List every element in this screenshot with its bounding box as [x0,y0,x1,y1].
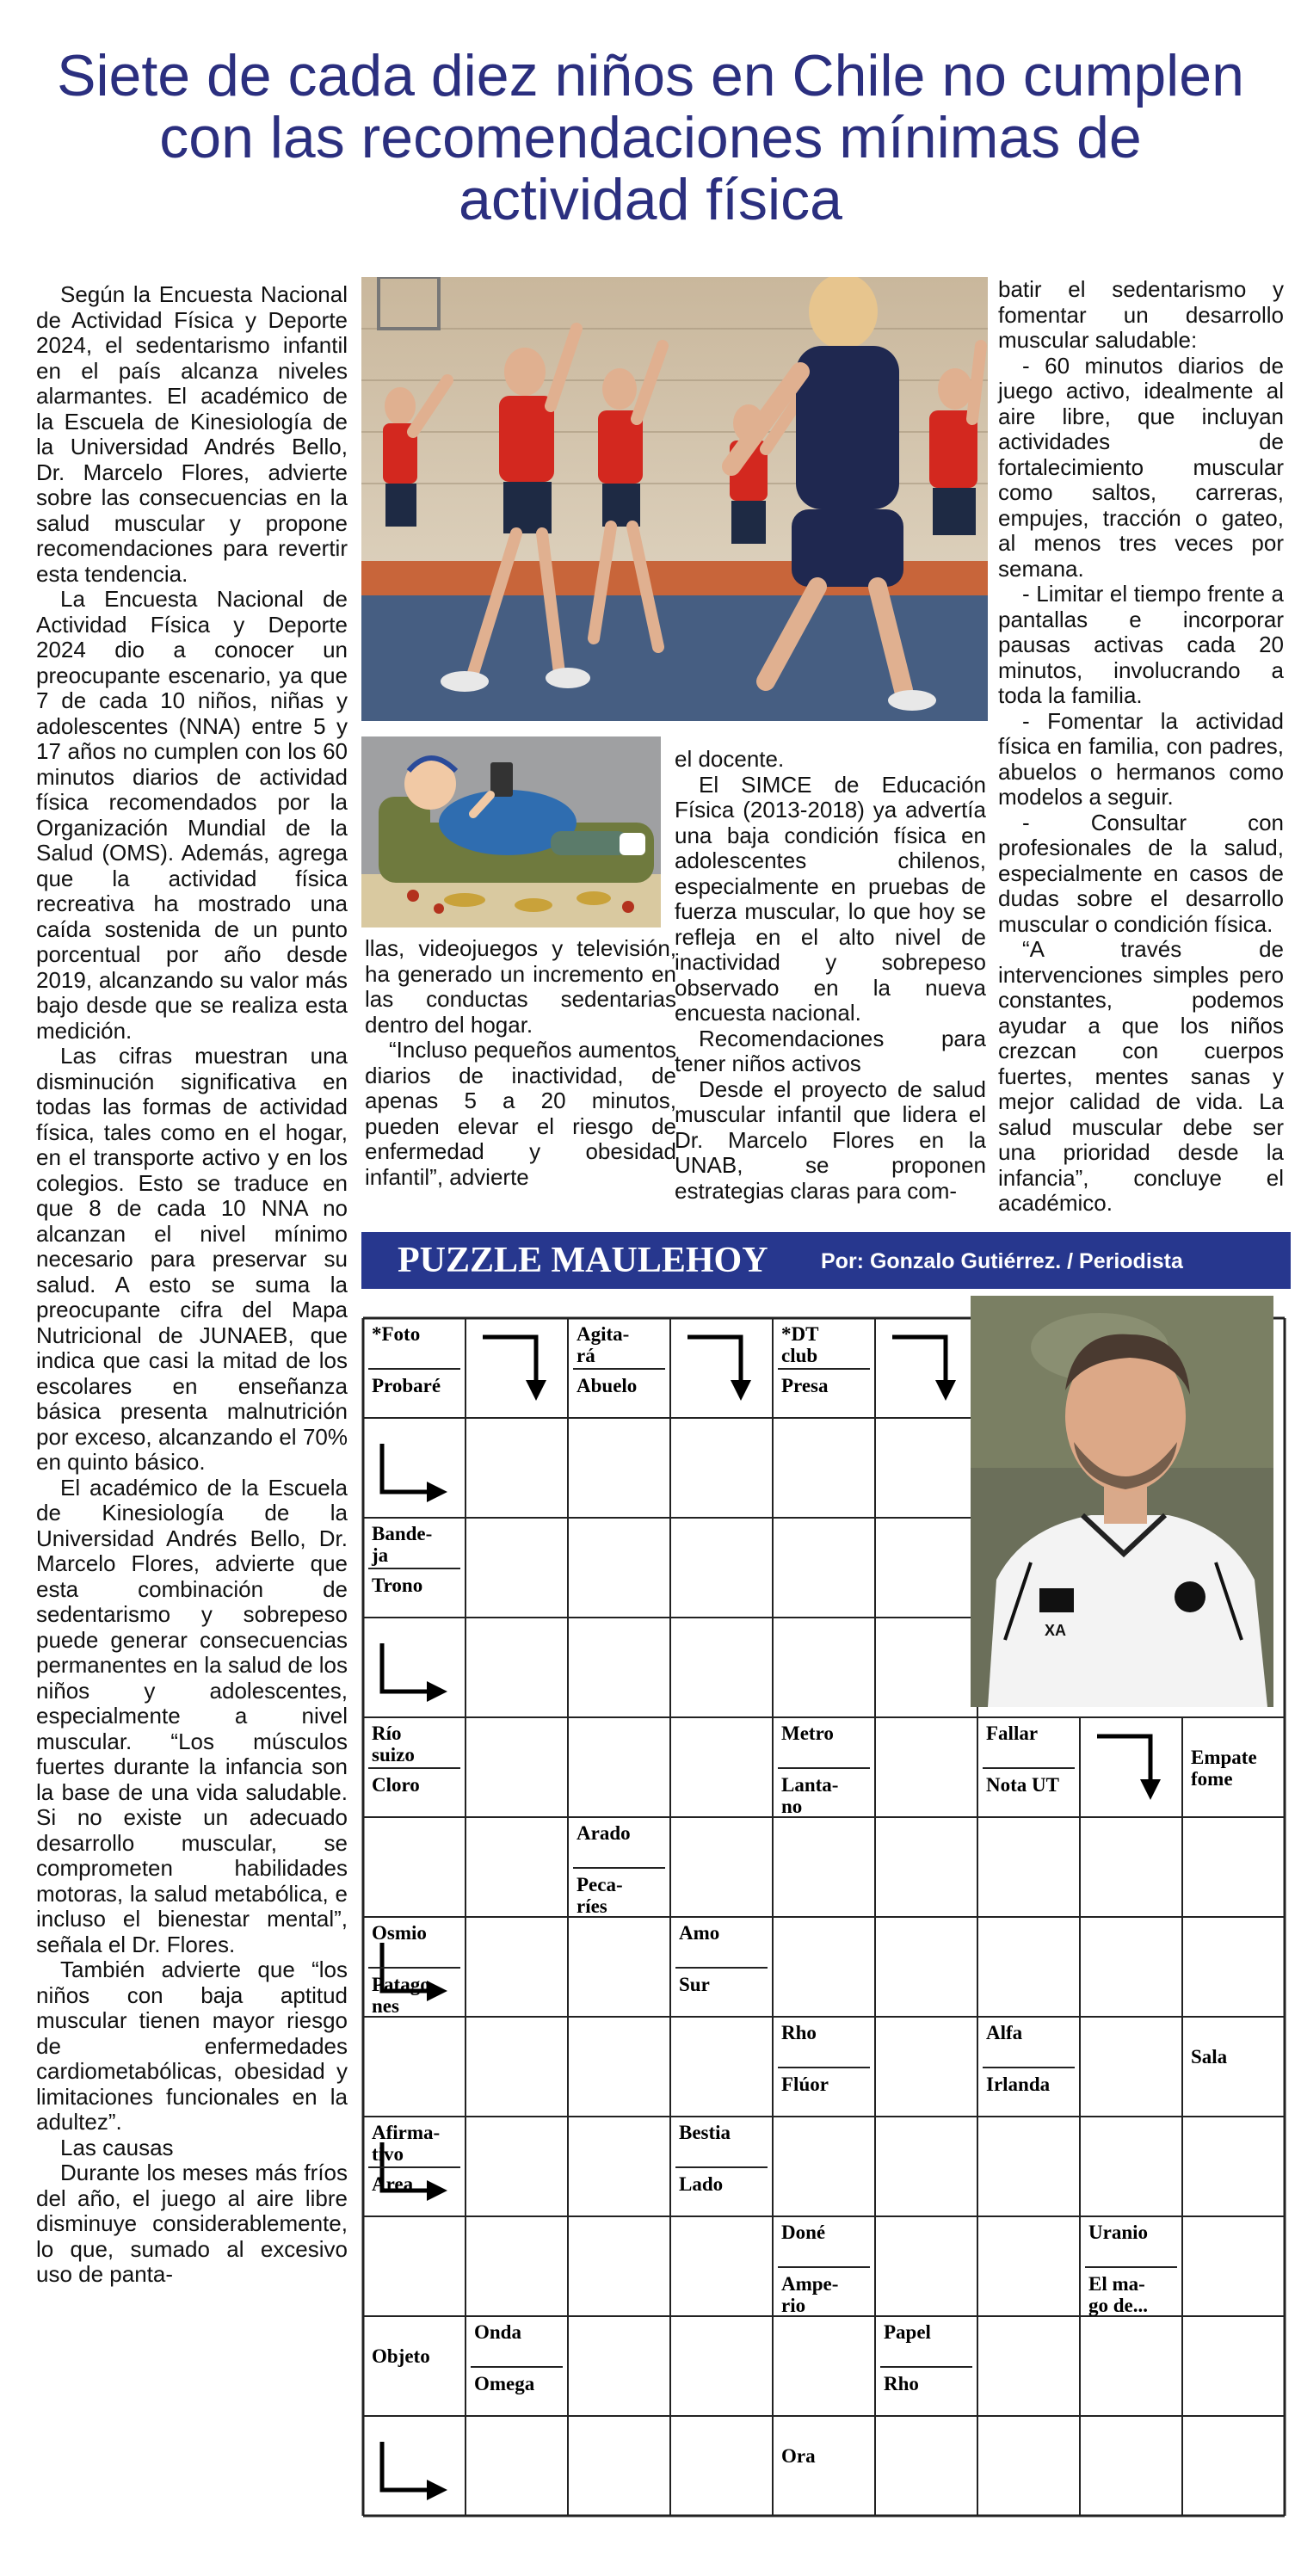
crossword-clue: Amo [679,1922,720,1944]
crossword-clue: Arado [577,1822,631,1844]
crossword-clue: Empate fome [1191,1747,1257,1790]
crossword-clue: Afirma- tivo [372,2122,441,2165]
crossword-clue: Area [372,2173,414,2195]
crossword-clue: Osmio [372,1922,427,1944]
crossword-clue: Río suizo [372,1722,415,1766]
svg-text:XA: XA [1045,1622,1067,1639]
paragraph: La Encuesta Nacional de Actividad Física y Deporte 2024 dio a conocer un preocupante escenario, ya que 7 de cada 10 niños, niñas y adolescentes (NNA) entre 5 y 17 años no cumplen con los 60 minutos diarios de actividad física recomendados por la Organización Mundial de la Salud (OMS). Además, agrega que la actividad física recreativa ha mostrado una caída sostenida de un punto porcentual por año desde 2019, alcanzando su valor más bajo desde que se realiza esta medición. [36,586,348,1044]
list-item: - Consultar con profesionales de la salud, especialmente en casos de dudas sobre el desarrollo muscular o condición física. [998,809,1284,937]
crossword-clue: Ampe- rio [781,2273,839,2316]
arrow-down-icon [526,1380,546,1401]
clue-divider [573,1867,665,1869]
arrow-right-icon [382,1444,430,1492]
arrow-right-icon [427,2480,447,2500]
crossword-clue: Irlanda [986,2074,1051,2095]
article-title: Siete de cada diez niños en Chile no cumplen con las recomendaciones mínimas de actividad física [57,43,1244,232]
paragraph: El SIMCE de Educación Física (2013-2018) ya advertía una baja condición física en adolescentes chilenos, especialmente en pruebas de fuerza muscular, lo que hoy se refleja en el alto nivel de inactividad y sobrepeso observado en la nueva encuesta nacional. [675,771,986,1026]
puzzle-byline: Por: Gonzalo Gutiérrez. / Periodista [821,1249,1183,1273]
list-item: - 60 minutos diarios de juego activo, idealmente al aire libre, que incluyan actividades de fortalecimiento muscular como saltos, carreras, empujes, tracción o gateo, al menos tres veces por semana. [998,352,1284,582]
clue-divider [573,1368,665,1370]
crossword-clue: Objeto [372,2345,430,2367]
crossword-clue: Flúor [781,2074,829,2095]
crossword-clue: Trono [372,1575,423,1596]
clue-divider [778,2067,870,2068]
clue-divider [675,2166,768,2168]
list-item: - Fomentar la actividad física en familia, con padres, abuelos o hermanos como modelos a seguir. [998,707,1284,810]
crossword-clue: Rho [884,2373,919,2394]
clue-divider [983,2067,1075,2068]
clue-divider [778,2266,870,2268]
crossword-clue: Sur [679,1974,710,1995]
crossword-clue: Cloro [372,1774,420,1796]
crossword-clue: Ora [781,2445,816,2467]
paragraph: batir el sedentarismo y fomentar un desarrollo muscular saludable: [998,276,1284,353]
crossword-clue: Metro [781,1722,834,1744]
puzzle-title: PUZZLE MAULEHOY [398,1241,768,1280]
subheading: Recomendaciones para tener niños activos [675,1025,986,1076]
crossword-clue: Lanta- no [781,1774,839,1817]
arrow-down-icon [731,1380,751,1401]
clue-divider [368,2166,460,2168]
arrow-right-icon [427,1482,447,1502]
paragraph: El académico de la Escuela de Kinesiología de la Universidad Andrés Bello, Dr. Marcelo Flores, advierte que esta combinación de sedentarismo y sobrepeso puede generar consecuencias permanentes en la salud de los niños y adolescentes, especialmente a nivel muscular. “Los músculos fuertes durante la infancia son la base de una vida saludable. Si no existe un adecuado desarrollo muscular, se comprometen habilidades motoras, la salud metabólica, e incluso el bienestar mental”, señala el Dr. Flores. [36,1474,348,1957]
coach-photo [971,1296,1273,1707]
crossword-clue: Doné [781,2222,826,2243]
crossword-clue: Lado [679,2173,724,2195]
paragraph: el docente. [675,746,785,772]
clue-divider [368,1967,460,1969]
crossword-clue: Fallar [986,1722,1039,1744]
crossword-clue: Nota UT [986,1774,1059,1796]
crossword-clue: Agita- rá [577,1323,630,1366]
paragraph: Las cifras muestran una disminución significativa en todas las formas de actividad física, tales como en el hogar, en el transporte activo y en los colegios. Esto se traduce en que 8 de cada 10 NNA no alcanzan el nivel mínimo necesario para preservar su salud. A esto se suma la preocupante cifra del Mapa Nutricional de JUNAEB, que indica que casi la mitad de los escolares en enseñanza básica presenta malnutrición por exceso, alcanzando el 70% en quinto básico. [36,1043,348,1475]
paragraph: También advierte que “los niños con baja aptitud muscular tienen mayor riesgo de enfermedades cardiometabólicas, obesidad y limitaciones funcionales en la adultez”. [36,1957,348,2135]
clue-divider [368,1767,460,1769]
crossword-clue: Peca- ríes [577,1874,623,1917]
crossword-clue: Patago- nes [372,1974,437,2017]
clue-divider [880,2366,972,2368]
arrow-down-icon [935,1380,956,1401]
crossword-clue: Presa [781,1375,829,1396]
crossword-clue: Omega [474,2373,535,2394]
paragraph: llas, videojuegos y televisión, ha generado un incremento en las conductas sedentarias dentro del hogar. [365,935,676,1038]
clue-divider [675,1967,768,1969]
arrow-right-icon [382,2442,430,2490]
clue-divider [1085,2266,1177,2268]
clue-divider [471,2366,563,2368]
list-item: - Limitar el tiempo frente a pantallas e incorporar pausas activas cada 20 minutos, involucrando a toda la familia. [998,581,1284,708]
crossword-clue: Rho [781,2022,817,2043]
paragraph: Desde el proyecto de salud muscular infantil que lidera el Dr. Marcelo Flores en la UNAB, se proponen estrategias claras para com- [675,1075,986,1204]
arrow-right-icon [382,1643,430,1692]
crossword-clue: Bande- ja [372,1523,433,1566]
clue-divider [368,1368,460,1370]
arrow-down-icon [687,1337,741,1385]
clue-divider [778,1368,870,1370]
crossword-clue: El ma- go de... [1088,2273,1148,2316]
clue-divider [778,1767,870,1769]
arrow-right-icon [427,1681,447,1702]
subheading: Las causas [60,2134,174,2160]
arrow-down-icon [1140,1779,1161,1800]
arrow-down-icon [892,1337,946,1385]
paragraph: “Incluso pequeños aumentos diarios de inactividad, de apenas 5 a 20 minutos, pueden elevar el riesgo de enfermedad y obesidad infantil”, advierte [365,1037,676,1190]
crossword-clue: Papel [884,2321,931,2343]
crossword-clue: Onda [474,2321,521,2343]
clue-divider [983,1767,1075,1769]
quote-paragraph: “A través de intervenciones simples pero constantes, podemos ayudar a que los niños crezcan con cuerpos fuertes, mentes sanas y mejor calidad de vida. La salud muscular debe ser una prioridad desde la infancia”, concluye el académico. [998,936,1284,1216]
arrow-down-icon [1097,1736,1150,1784]
crossword-clue: Probaré [372,1375,441,1396]
clue-divider [368,1568,460,1569]
crossword-clue: Bestia [679,2122,731,2143]
crossword-clue: *DT club [781,1323,819,1366]
crossword-clue: *Foto [372,1323,421,1345]
paragraph: Según la Encuesta Nacional de Actividad Física y Deporte 2024, el sedentarismo infantil en el país alcanza niveles alarmantes. El académico de la Escuela de Kinesiología de la Universidad Andrés Bello, Dr. Marcelo Flores, advierte sobre las consecuencias en la salud muscular y propone recomendaciones para revertir esta tendencia. [36,281,348,587]
crossword-clue: Alfa [986,2022,1023,2043]
crossword-clue: Uranio [1088,2222,1148,2243]
paragraph: Durante los meses más fríos del año, el juego al aire libre disminuye considerablemente, lo que, sumado al excesivo uso de panta- [36,2160,348,2287]
crossword-clue: Abuelo [577,1375,638,1396]
crossword-clue: Sala [1191,2046,1228,2068]
arrow-down-icon [483,1337,536,1385]
